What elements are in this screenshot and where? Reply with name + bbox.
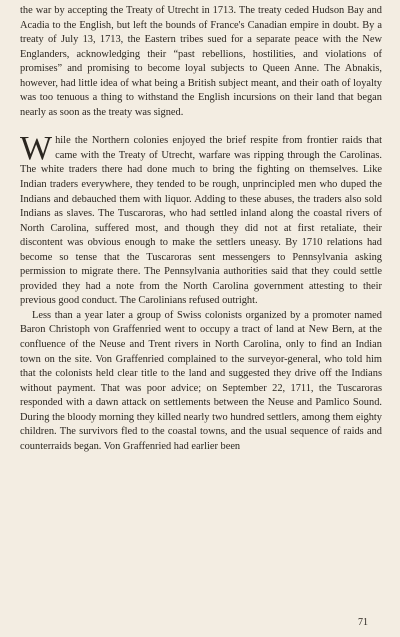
paragraph-carolinas-warfare-text: hile the Northern colonies enjoyed the brief respite from frontier raids that came with the Treaty of Utrecht, warfare was ripping through the Carolinas. The white traders there had done much to bring the fighting on themselves. Like Indian traders everywhere, they tended to be rough, unprincipled men who duped the Indians and debauched them with liquor. Adding to these abuses, the traders also sold Indians as slaves. The Tuscaroras, who had settled inland along the coastal rivers of North Carolina, suffered most, and though they did not at first retaliate, their discontent was obvious enough to make the settlers uneasy. By 1710 relations had become so tense that the Tuscaroras sent messengers to Pennsylvania asking permission to migrate there. The Pennsylvania authorities said that they could settle provided they had a note from the North Carolina government attesting to their previous good conduct. The Carolinians refused outright. [20, 135, 382, 307]
page-number: 71 [358, 617, 368, 628]
book-page [20, 4, 382, 633]
paragraph-swiss-colonists: Less than a year later a group of Swiss colonists organized by a promoter named Baron Christoph von Graffenried went to occupy a tract of land at New Bern, at the confluence of the Neuse and Trent rivers in North Carolina, only to find an Indian town on the site. Von Graffenried complained to the surveyor-general, who told him that the colonists held clear title to the land and suggested they drive off the Indians without payment. That was poor advice; on September 22, 1711, the Tuscaroras responded with a dawn attack on settlements between the Neuse and Pamlico Sound. During the bloody morning they killed nearly two hundred settlers, among them eighty children. The survivors fled to the coastal towns, and the usual sequence of raids and counterraids began. Von Graffenried had earlier been [20, 309, 382, 452]
paragraph-carolinas-warfare [20, 130, 382, 309]
section-break [20, 120, 382, 134]
drop-cap: W [20, 130, 53, 168]
paragraph-treaty-of-utrecht: the war by accepting the Treaty of Utrecht in 1713. The treaty ceded Hudson Bay and Acadia to the English, but left the bounds of France's Canadian empire in doubt. By a treaty of July 13, 1713, the Eastern tribes sued for a separate peace with the New Englanders, acknowledging their “past rebellions, hostilities, and violations of promises” and promising to become loyal subjects to Queen Anne. The Abnakis, however, had little idea of what being a British subject meant, and their oath of loyalty was too tenuous a thing to withstand the English incursions on their land that began nearly as soon as the treaty was signed. [20, 5, 382, 118]
